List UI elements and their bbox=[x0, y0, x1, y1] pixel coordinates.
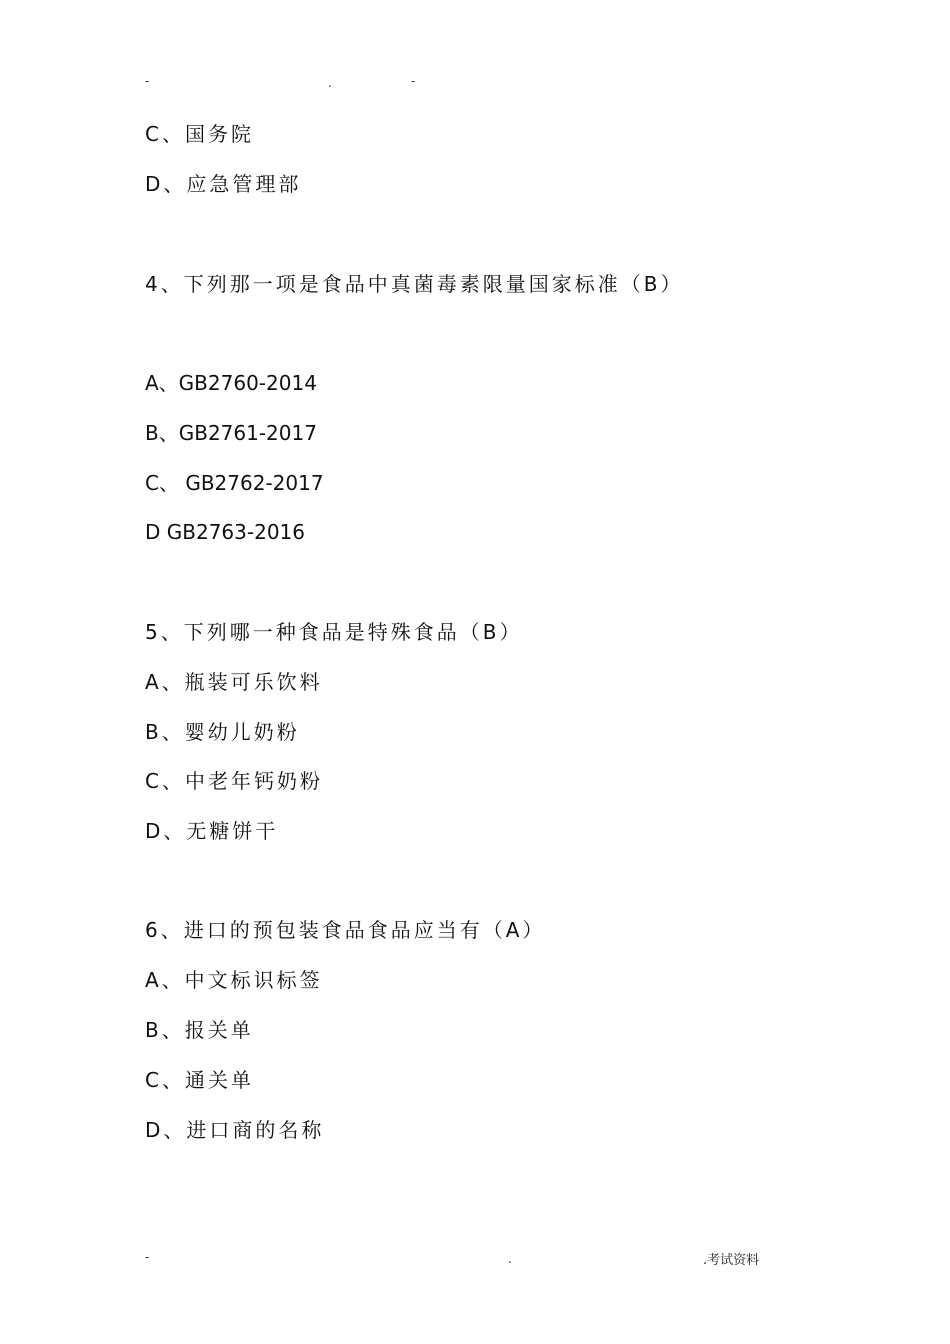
header-mark-center: . bbox=[328, 76, 332, 90]
question-5: 5、下列哪一种食品是特殊食品（B） bbox=[145, 620, 523, 644]
option-d-q4: D GB2763-2016 bbox=[145, 520, 305, 544]
question-6: 6、进口的预包装食品食品应当有（A） bbox=[145, 918, 546, 942]
footer-label: .考试资料 bbox=[703, 1253, 760, 1268]
footer-mark-left: - bbox=[145, 1250, 150, 1264]
header-mark-right: - bbox=[411, 74, 416, 88]
option-a-q5: A、瓶装可乐饮料 bbox=[145, 670, 323, 694]
option-c-q4: C、 GB2762-2017 bbox=[145, 471, 324, 495]
option-a-q4: A、GB2760-2014 bbox=[145, 371, 317, 395]
footer-mark-center: . bbox=[508, 1252, 512, 1266]
option-b-q4: B、GB2761-2017 bbox=[145, 421, 317, 445]
option-c-q6: C、通关单 bbox=[145, 1068, 254, 1092]
option-c-q5: C、中老年钙奶粉 bbox=[145, 769, 323, 793]
question-4: 4、下列那一项是食品中真菌毒素限量国家标准（B） bbox=[145, 272, 684, 296]
option-d-q5: D、无糖饼干 bbox=[145, 819, 279, 843]
option-d-q3: D、应急管理部 bbox=[145, 172, 302, 196]
option-d-q6: D、进口商的名称 bbox=[145, 1118, 325, 1142]
option-b-q5: B、婴幼儿奶粉 bbox=[145, 720, 300, 744]
option-c-q3: C、国务院 bbox=[145, 122, 254, 146]
option-b-q6: B、报关单 bbox=[145, 1018, 254, 1042]
option-a-q6: A、中文标识标签 bbox=[145, 968, 323, 992]
header-mark-left: - bbox=[145, 74, 150, 88]
